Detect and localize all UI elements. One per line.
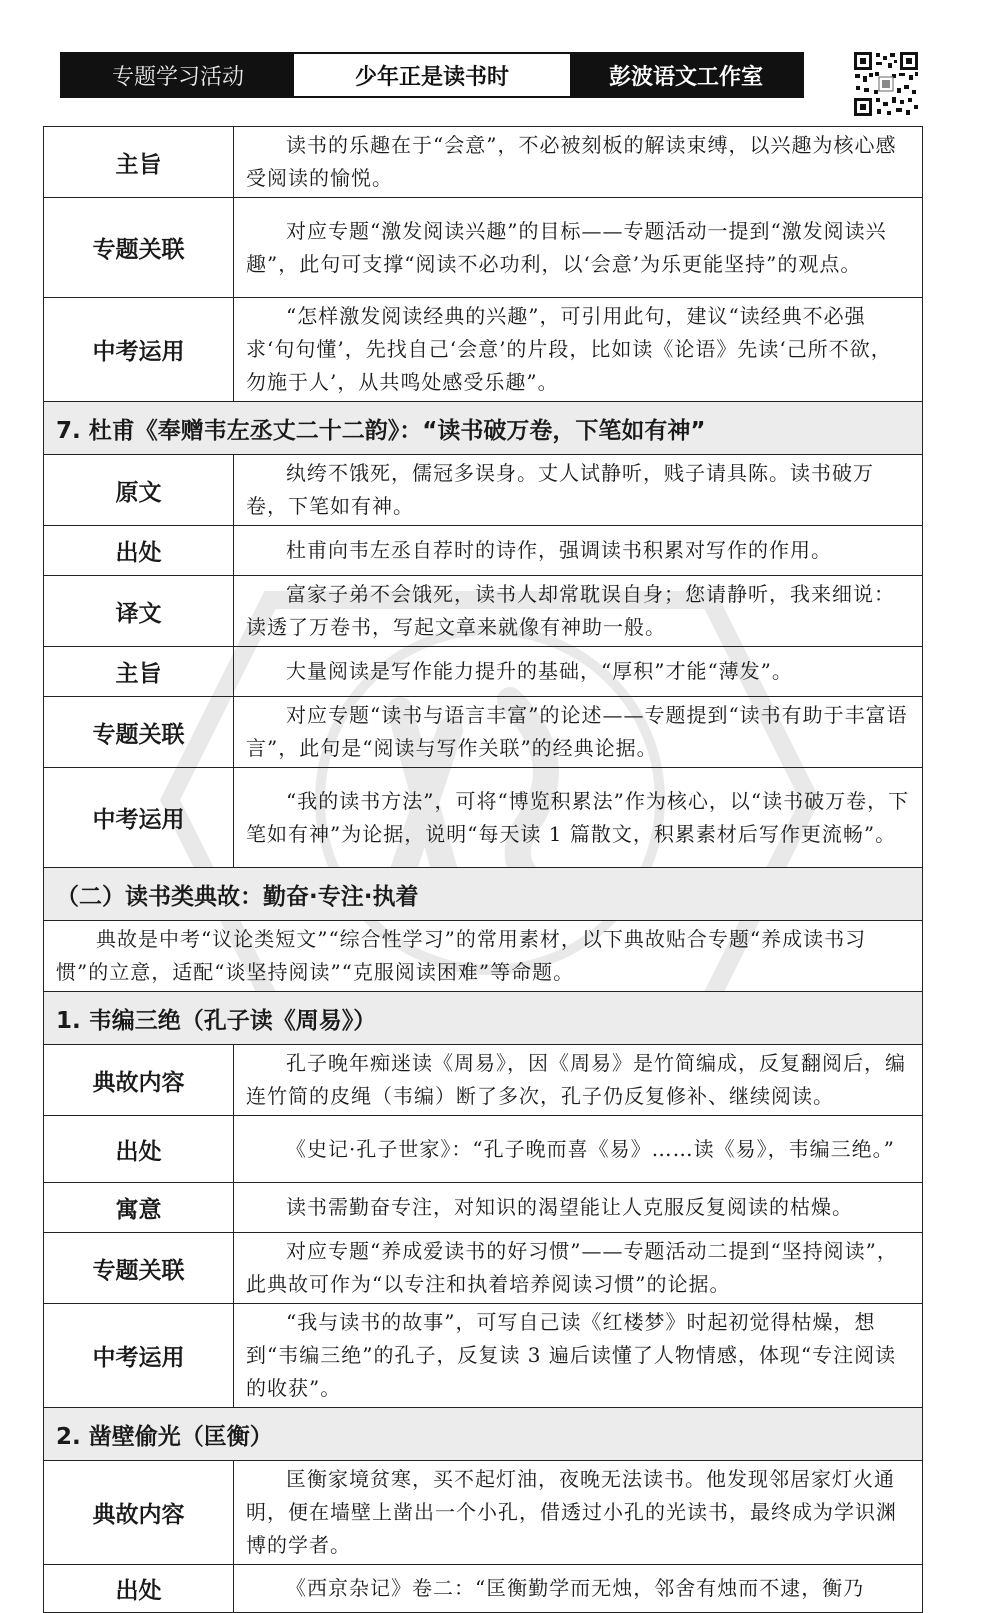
table-row bbox=[44, 1565, 923, 1613]
row-label: 主旨 bbox=[44, 127, 234, 198]
section-heading bbox=[44, 992, 923, 1045]
row-text: 对应专题“读书与语言丰富”的论述——专题提到“读书有助于丰富语言”，此句是“阅读与写作关联”的经典论据。 bbox=[234, 697, 923, 768]
row-label: 中考运用 bbox=[44, 768, 234, 868]
section-7-title: 7. 杜甫《奉赠韦左丞丈二十二韵》：“读书破万卷，下笔如有神” bbox=[44, 402, 923, 455]
qr-code-icon bbox=[852, 50, 920, 118]
header-left: 专题学习活动 bbox=[62, 54, 294, 96]
row-text: 纨绔不饿死，儒冠多误身。丈人试静听，贱子请具陈。读书破万卷，下笔如有神。 bbox=[234, 455, 923, 526]
row-text: 对应专题“养成爱读书的好习惯”——专题活动二提到“坚持阅读”，此典故可作为“以专注和执着培养阅读习惯”的论据。 bbox=[234, 1233, 923, 1304]
row-label: 典故内容 bbox=[44, 1461, 234, 1565]
row-label: 中考运用 bbox=[44, 298, 234, 402]
story-2-title: 2. 凿壁偷光（匡衡） bbox=[44, 1408, 923, 1461]
row-label: 出处 bbox=[44, 1565, 234, 1613]
row-text: 对应专题“激发阅读兴趣”的目标——专题活动一提到“激发阅读兴趣”，此句可支撑“阅读不必功利，以‘会意’为乐更能坚持”的观点。 bbox=[234, 198, 923, 298]
table-row bbox=[44, 1045, 923, 1116]
row-label: 寓意 bbox=[44, 1183, 234, 1233]
part-2-title: （二）读书类典故：勤奋·专注·执着 bbox=[44, 868, 923, 921]
row-label: 典故内容 bbox=[44, 1045, 234, 1116]
row-label: 原文 bbox=[44, 455, 234, 526]
table-row bbox=[44, 1116, 923, 1183]
table-row bbox=[44, 526, 923, 576]
header-bar bbox=[60, 52, 804, 98]
section-heading bbox=[44, 1408, 923, 1461]
table-row bbox=[44, 127, 923, 198]
row-text: “我与读书的故事”，可写自己读《红楼梦》时起初觉得枯燥，想到“韦编三绝”的孔子，反复读 3 遍后读懂了人物情感，体现“专注阅读的收获”。 bbox=[234, 1304, 923, 1408]
table-row bbox=[44, 697, 923, 768]
table-row bbox=[44, 1304, 923, 1408]
row-text: 读书的乐趣在于“会意”，不必被刻板的解读束缚，以兴趣为核心感受阅读的愉悦。 bbox=[234, 127, 923, 198]
row-label: 专题关联 bbox=[44, 1233, 234, 1304]
row-label: 专题关联 bbox=[44, 697, 234, 768]
row-label: 主旨 bbox=[44, 647, 234, 697]
table-row bbox=[44, 1461, 923, 1565]
intro-row bbox=[44, 921, 923, 992]
row-text: 《西京杂记》卷二：“匡衡勤学而无烛，邻舍有烛而不逮，衡乃 bbox=[234, 1565, 923, 1613]
row-label: 专题关联 bbox=[44, 198, 234, 298]
header-title: 少年正是读书时 bbox=[294, 54, 570, 96]
row-label: 出处 bbox=[44, 526, 234, 576]
row-label: 译文 bbox=[44, 576, 234, 647]
table-row bbox=[44, 576, 923, 647]
row-label: 中考运用 bbox=[44, 1304, 234, 1408]
row-text: 《史记·孔子世家》：“孔子晚而喜《易》……读《易》，韦编三绝。” bbox=[234, 1116, 923, 1183]
row-text: “怎样激发阅读经典的兴趣”，可引用此句，建议“读经典不必强求‘句句懂’，先找自己‘会意’的片段，比如读《论语》先读‘己所不欲，勿施于人’，从共鸣处感受乐趣”。 bbox=[234, 298, 923, 402]
row-text: 杜甫向韦左丞自荐时的诗作，强调读书积累对写作的作用。 bbox=[234, 526, 923, 576]
row-text: 匡衡家境贫寒，买不起灯油，夜晚无法读书。他发现邻居家灯火通明，便在墙壁上凿出一个小孔，借透过小孔的光读书，最终成为学识渊博的学者。 bbox=[234, 1461, 923, 1565]
table-row bbox=[44, 768, 923, 868]
row-text: “我的读书方法”，可将“博览积累法”作为核心，以“读书破万卷，下笔如有神”为论据，说明“每天读 1 篇散文，积累素材后写作更流畅”。 bbox=[234, 768, 923, 868]
table-row bbox=[44, 455, 923, 526]
row-text: 孔子晚年痴迷读《周易》，因《周易》是竹简编成，反复翻阅后，编连竹简的皮绳（韦编）断了多次，孔子仍反复修补、继续阅读。 bbox=[234, 1045, 923, 1116]
table-row bbox=[44, 298, 923, 402]
row-text: 大量阅读是写作能力提升的基础，“厚积”才能“薄发”。 bbox=[234, 647, 923, 697]
header-studio: 彭波语文工作室 bbox=[570, 54, 802, 96]
table-row bbox=[44, 198, 923, 298]
table-row bbox=[44, 647, 923, 697]
table-row bbox=[44, 1183, 923, 1233]
row-text: 富家子弟不会饿死，读书人却常耽误自身；您请静听，我来细说：读透了万卷书，写起文章来就像有神助一般。 bbox=[234, 576, 923, 647]
section-heading bbox=[44, 868, 923, 921]
row-label: 出处 bbox=[44, 1116, 234, 1183]
section-heading bbox=[44, 402, 923, 455]
story-1-title: 1. 韦编三绝（孔子读《周易》） bbox=[44, 992, 923, 1045]
row-text: 读书需勤奋专注，对知识的渴望能让人克服反复阅读的枯燥。 bbox=[234, 1183, 923, 1233]
part-2-intro: 典故是中考“议论类短文”“综合性学习”的常用素材，以下典故贴合专题“养成读书习惯”的立意，适配“谈坚持阅读”“克服阅读困难”等命题。 bbox=[44, 921, 923, 992]
table-row bbox=[44, 1233, 923, 1304]
content-table bbox=[43, 126, 923, 1613]
